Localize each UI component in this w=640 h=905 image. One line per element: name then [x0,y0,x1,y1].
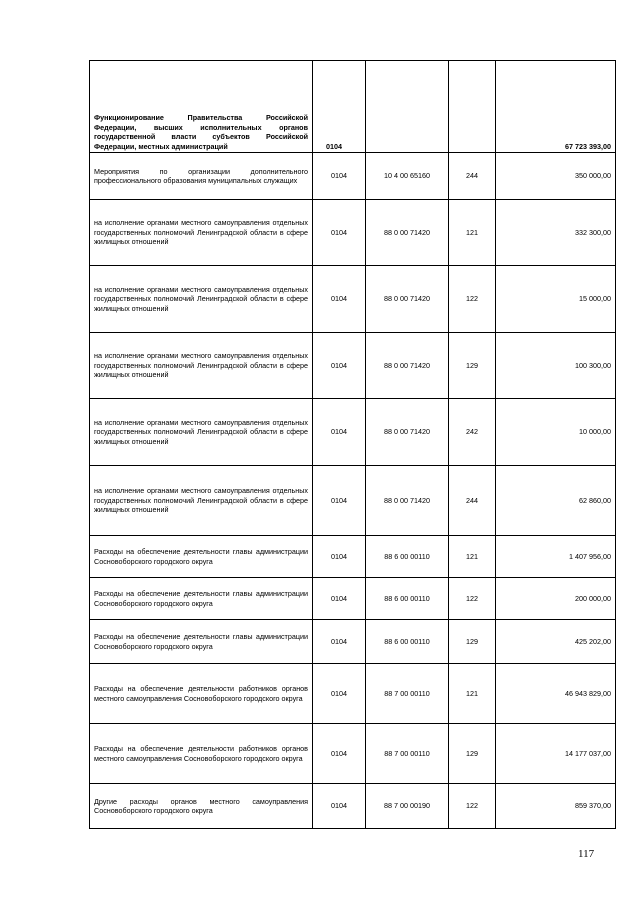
row-name-cell: Другие расходы органов местного самоуправления Сосновоборского городского округа [90,784,313,829]
budget-table [89,60,616,829]
target-article-cell: 88 7 00 00190 [366,784,449,829]
amount-cell: 15 000,00 [496,266,616,333]
target-article-cell: 88 7 00 00110 [366,664,449,724]
expense-type-cell: 244 [449,466,496,536]
target-article-cell: 88 6 00 00110 [366,578,449,620]
section-code-cell: 0104 [313,536,366,578]
expense-type-cell: 121 [449,536,496,578]
table-row-header [90,61,616,153]
page-number: 117 [578,848,595,860]
expense-type-cell: 122 [449,578,496,620]
table-row [90,266,616,333]
table-row [90,333,616,399]
target-article-cell [366,61,449,153]
table-row [90,466,616,536]
section-code-cell: 0104 [313,578,366,620]
table-row [90,578,616,620]
amount-cell: 14 177 037,00 [496,724,616,784]
section-code-cell: 0104 [313,61,366,153]
section-code-cell: 0104 [313,466,366,536]
expense-type-cell: 122 [449,266,496,333]
row-name-cell: на исполнение органами местного самоуправления отдельных государственных полномочий Ленинградской области в сфере жилищных отношений [90,466,313,536]
row-name-cell: на исполнение органами местного самоуправления отдельных государственных полномочий Ленинградской области в сфере жилищных отношений [90,333,313,399]
amount-cell: 332 300,00 [496,200,616,266]
section-code-cell: 0104 [313,153,366,200]
target-article-cell: 10 4 00 65160 [366,153,449,200]
table-row [90,536,616,578]
amount-cell: 10 000,00 [496,399,616,466]
row-name-cell: Расходы на обеспечение деятельности работников органов местного самоуправления Сосновоборского городского округа [90,724,313,784]
row-name-cell: на исполнение органами местного самоуправления отдельных государственных полномочий Ленинградской области в сфере жилищных отношений [90,399,313,466]
row-name-cell: Расходы на обеспечение деятельности главы администрации Сосновоборского городского округа [90,536,313,578]
target-article-cell: 88 6 00 00110 [366,620,449,664]
table-row [90,724,616,784]
row-name-cell: на исполнение органами местного самоуправления отдельных государственных полномочий Ленинградской области в сфере жилищных отношений [90,266,313,333]
section-code-cell: 0104 [313,399,366,466]
table-row [90,664,616,724]
amount-cell: 100 300,00 [496,333,616,399]
amount-cell: 67 723 393,00 [496,61,616,153]
row-name-cell: Расходы на обеспечение деятельности работников органов местного самоуправления Сосновоборского городского округа [90,664,313,724]
expense-type-cell: 121 [449,664,496,724]
expense-type-cell: 121 [449,200,496,266]
section-code-cell: 0104 [313,333,366,399]
expense-type-cell: 242 [449,399,496,466]
section-code-cell: 0104 [313,620,366,664]
section-code-cell: 0104 [313,724,366,784]
amount-cell: 200 000,00 [496,578,616,620]
amount-cell: 1 407 956,00 [496,536,616,578]
target-article-cell: 88 0 00 71420 [366,466,449,536]
section-code-cell: 0104 [313,200,366,266]
table-row [90,784,616,829]
section-code-cell: 0104 [313,266,366,333]
section-code-cell: 0104 [313,664,366,724]
row-name-cell: Функционирование Правительства Российской Федерации, высших исполнительных органов государственной власти субъектов Российской Федерации, местных администраций [90,61,313,153]
row-name-cell: на исполнение органами местного самоуправления отдельных государственных полномочий Ленинградской области в сфере жилищных отношений [90,200,313,266]
expense-type-cell: 244 [449,153,496,200]
amount-cell: 859 370,00 [496,784,616,829]
target-article-cell: 88 0 00 71420 [366,200,449,266]
section-code-cell: 0104 [313,784,366,829]
expense-type-cell: 129 [449,620,496,664]
amount-cell: 62 860,00 [496,466,616,536]
table-row [90,200,616,266]
row-name-cell: Расходы на обеспечение деятельности главы администрации Сосновоборского городского округа [90,620,313,664]
expense-type-cell: 129 [449,724,496,784]
row-name-cell: Мероприятия по организации дополнительного профессионального образования муниципальных служащих [90,153,313,200]
table-row [90,153,616,200]
row-name-cell: Расходы на обеспечение деятельности главы администрации Сосновоборского городского округа [90,578,313,620]
amount-cell: 46 943 829,00 [496,664,616,724]
target-article-cell: 88 0 00 71420 [366,266,449,333]
table-row [90,620,616,664]
amount-cell: 350 000,00 [496,153,616,200]
target-article-cell: 88 0 00 71420 [366,333,449,399]
target-article-cell: 88 0 00 71420 [366,399,449,466]
target-article-cell: 88 6 00 00110 [366,536,449,578]
expense-type-cell: 122 [449,784,496,829]
target-article-cell: 88 7 00 00110 [366,724,449,784]
amount-cell: 425 202,00 [496,620,616,664]
expense-type-cell: 129 [449,333,496,399]
expense-type-cell [449,61,496,153]
table-row [90,399,616,466]
